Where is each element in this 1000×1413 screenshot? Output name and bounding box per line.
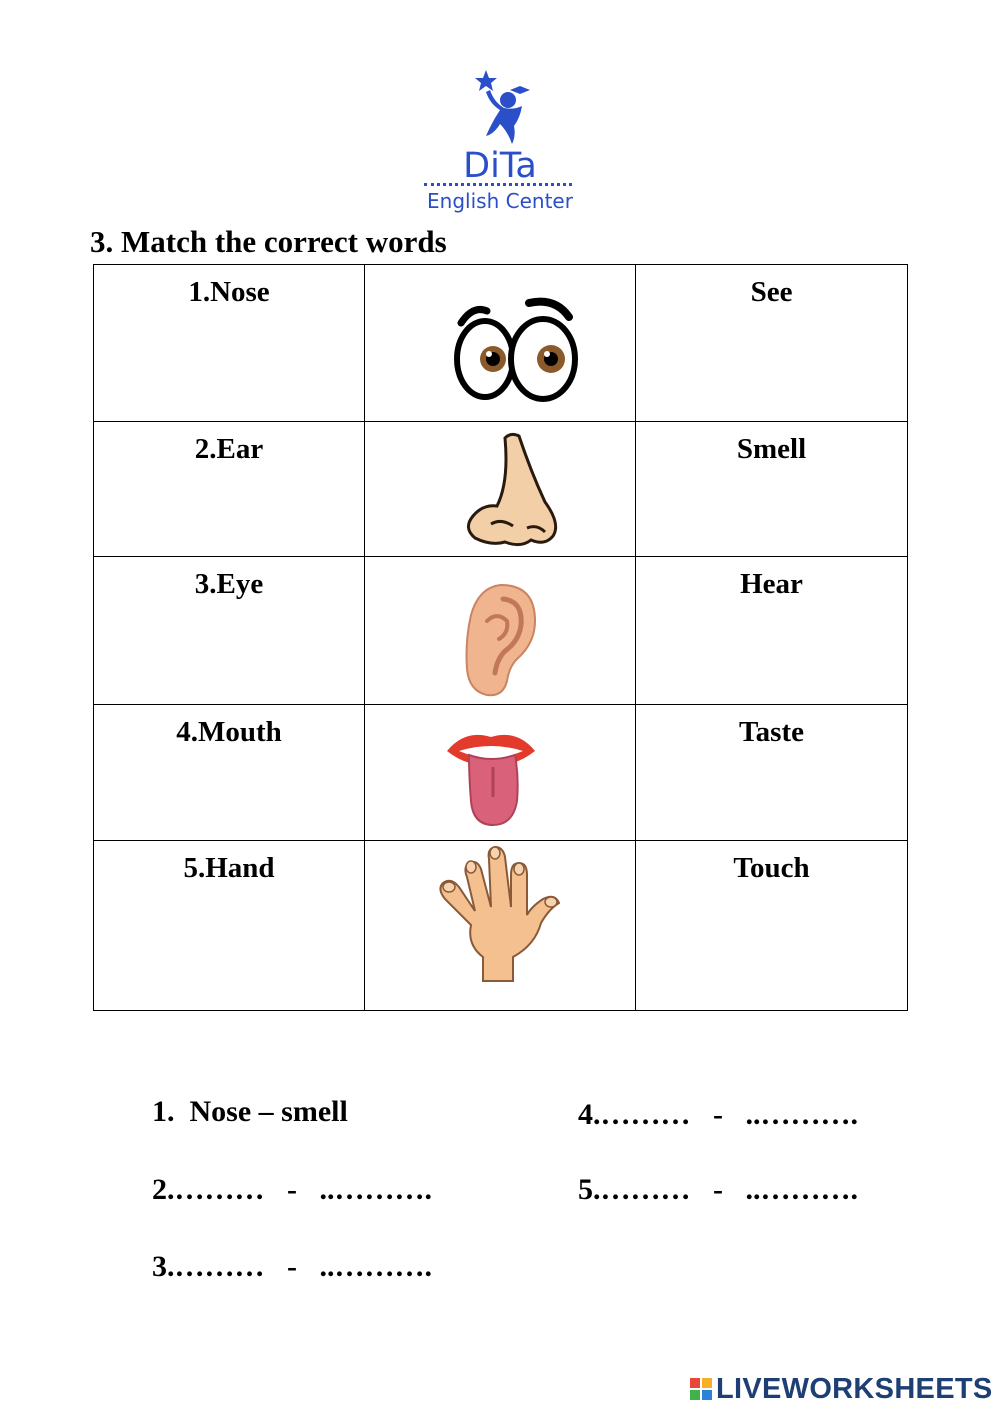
row-number: 1. bbox=[188, 276, 211, 308]
picture-cell bbox=[365, 705, 636, 841]
row-word: Mouth bbox=[197, 716, 282, 748]
table-row bbox=[94, 422, 908, 557]
liveworksheets-logo[interactable] bbox=[690, 1372, 993, 1406]
logo-square bbox=[702, 1378, 712, 1388]
exercise-title: 3. Match the correct words bbox=[90, 224, 447, 259]
answer-text: Nose – smell bbox=[189, 1095, 348, 1128]
answer-number: 4. bbox=[578, 1098, 601, 1131]
verb-cell[interactable] bbox=[636, 557, 908, 705]
row-verb: Touch bbox=[733, 852, 810, 884]
word-cell[interactable] bbox=[94, 841, 365, 1011]
logo-dotted-divider bbox=[424, 183, 572, 186]
answer-number: 3. bbox=[152, 1250, 175, 1283]
word-cell[interactable] bbox=[94, 705, 365, 841]
row-number: 5. bbox=[183, 852, 206, 884]
row-number: 3. bbox=[194, 568, 217, 600]
word-cell[interactable] bbox=[94, 265, 365, 422]
verb-cell[interactable] bbox=[636, 705, 908, 841]
picture-cell bbox=[365, 557, 636, 705]
matching-table bbox=[93, 264, 908, 1011]
verb-cell[interactable] bbox=[636, 265, 908, 422]
table-row bbox=[94, 705, 908, 841]
logo-square bbox=[690, 1390, 700, 1400]
verb-cell[interactable] bbox=[636, 841, 908, 1011]
logo-subtitle: English Center bbox=[427, 189, 573, 213]
answer-line[interactable] bbox=[548, 1136, 858, 1244]
dita-logo bbox=[420, 66, 580, 218]
row-word: Eye bbox=[216, 568, 264, 600]
row-verb: Hear bbox=[740, 568, 803, 600]
answer-text: ……… - ..………. bbox=[174, 1250, 432, 1283]
row-verb: Taste bbox=[739, 716, 804, 748]
word-cell[interactable] bbox=[94, 557, 365, 705]
answer-text: ……… - ..………. bbox=[600, 1173, 858, 1206]
liveworksheets-logo-icon bbox=[690, 1378, 712, 1400]
nose-icon bbox=[461, 432, 565, 550]
answer-number: 2. bbox=[152, 1173, 175, 1206]
eyes-icon bbox=[451, 295, 581, 405]
answer-line[interactable] bbox=[122, 1213, 432, 1321]
row-verb: Smell bbox=[736, 433, 807, 465]
ear-icon bbox=[461, 581, 541, 699]
answer-text: ……… - ..………. bbox=[174, 1173, 432, 1206]
verb-cell[interactable] bbox=[636, 422, 908, 557]
logo-square bbox=[702, 1390, 712, 1400]
row-number: 2. bbox=[194, 433, 217, 465]
row-word: Nose bbox=[210, 276, 270, 308]
mouth-tongue-icon bbox=[443, 727, 539, 827]
hand-icon bbox=[431, 845, 563, 985]
table-row bbox=[94, 557, 908, 705]
row-number: 4. bbox=[176, 716, 198, 748]
row-word: Hand bbox=[205, 852, 275, 884]
answer-number: 1. bbox=[152, 1095, 175, 1128]
picture-cell bbox=[365, 422, 636, 557]
answer-text: ……… - ..………. bbox=[600, 1098, 858, 1131]
answer-number: 5. bbox=[578, 1173, 601, 1206]
picture-cell bbox=[365, 841, 636, 1011]
table-row bbox=[94, 265, 908, 422]
word-cell[interactable] bbox=[94, 422, 365, 557]
row-word: Ear bbox=[216, 433, 264, 465]
logo-name: DiTa bbox=[463, 146, 537, 186]
table-row bbox=[94, 841, 908, 1011]
liveworksheets-brand: LIVEWORKSHEETS bbox=[716, 1372, 993, 1405]
picture-cell bbox=[365, 265, 636, 422]
star-person-icon bbox=[420, 66, 580, 151]
row-verb: See bbox=[750, 276, 793, 308]
logo-square bbox=[690, 1378, 700, 1388]
